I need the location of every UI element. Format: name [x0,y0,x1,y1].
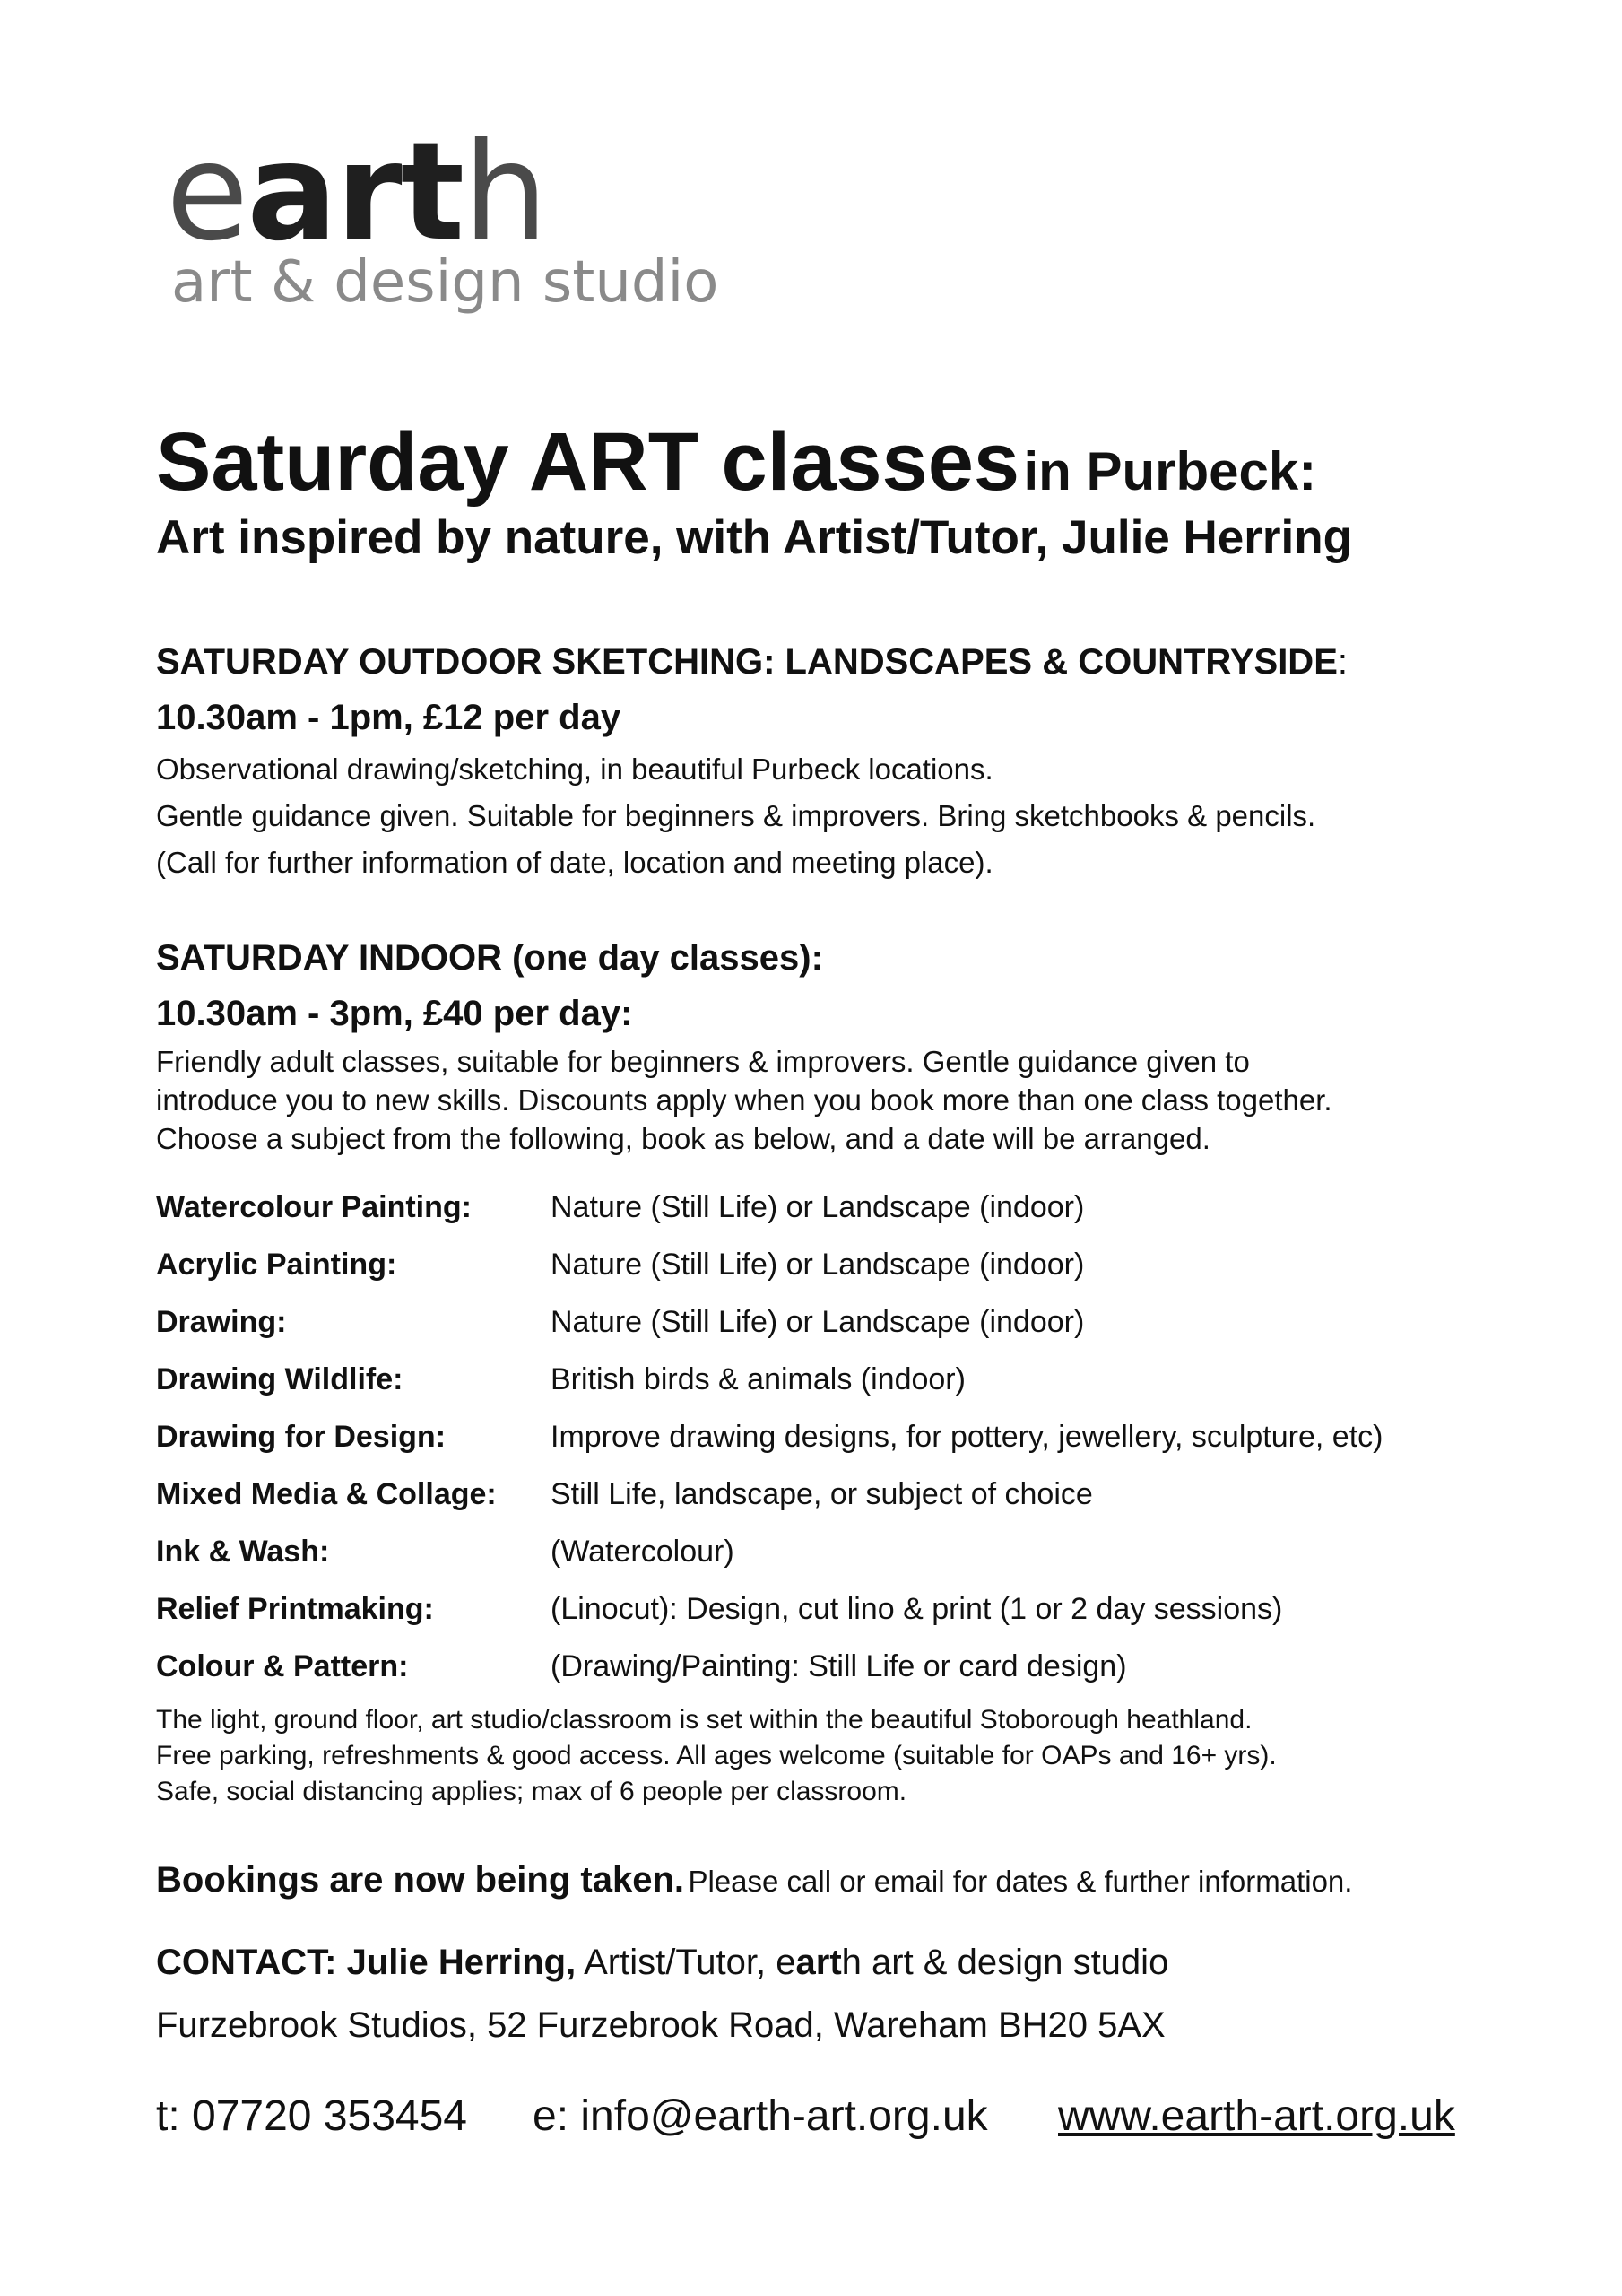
class-name: Acrylic Painting: [156,1248,397,1282]
class-name: Drawing: [156,1305,287,1339]
website-link[interactable]: www.earth-art.org.uk [1058,2092,1455,2140]
contact-address: Furzebrook Studios, 52 Furzebrook Road, Wareham BH20 5AX [156,2005,1166,2045]
class-name: Colour & Pattern: [156,1649,409,1683]
indoor-line: Choose a subject from the following, book as below, and a date will be arranged. [156,1122,1210,1155]
indoor-line: introduce you to new skills. Discounts apply when you book more than one class together. [156,1083,1332,1117]
footer-contacts [156,2081,1501,2152]
earth-logo [166,115,719,332]
venue-description [156,1702,1277,1810]
page-subtitle: Art inspired by nature, with Artist/Tutor, Julie Herring [156,511,1352,564]
outdoor-title-colon: : [1337,642,1348,682]
class-row [156,1293,1501,1351]
class-description: Still Life, landscape, or subject of choice [551,1477,1093,1511]
contact-role: Artist/Tutor, [584,1943,767,1982]
class-name: Mixed Media & Collage: [156,1477,497,1511]
outdoor-line: (Call for further information of date, location and meeting place). [156,846,993,879]
class-row [156,1523,1501,1580]
class-row [156,1178,1501,1236]
contact-label: CONTACT: [156,1943,337,1982]
class-name: Watercolour Painting: [156,1190,472,1224]
email-address[interactable]: e: info@earth-art.org.uk [533,2092,988,2140]
class-description: British birds & animals (indoor) [551,1362,966,1396]
logo-word-mid: art [247,115,464,271]
contact-studio-post: h art & design studio [841,1943,1169,1982]
class-description: Nature (Still Life) or Landscape (indoor) [551,1305,1085,1339]
headline-suffix: in Purbeck: [1023,441,1317,501]
class-name: Drawing for Design: [156,1420,447,1454]
venue-line: Free parking, refreshments & good access. All ages welcome (suitable for OAPs and 16+ yrs). [156,1741,1277,1770]
indoor-line: Friendly adult classes, suitable for beginners & improvers. Gentle guidance given to [156,1045,1250,1078]
logo-subtitle: art & design studio [171,249,719,316]
class-description: Improve drawing designs, for pottery, jewellery, sculpture, etc) [551,1420,1383,1454]
logo-word-post: h [463,115,547,271]
outdoor-section-title [156,637,1348,687]
outdoor-line: Observational drawing/sketching, in beautiful Purbeck locations. [156,752,993,786]
class-name: Ink & Wash: [156,1535,330,1569]
class-row [156,1638,1501,1695]
class-row [156,1351,1501,1408]
contact-name: Julie Herring, [346,1943,577,1982]
class-row [156,1236,1501,1293]
venue-line: Safe, social distancing applies; max of 6 people per classroom. [156,1777,907,1806]
class-description: (Drawing/Painting: Still Life or card design) [551,1649,1127,1683]
booking-notice [156,1855,1352,1913]
phone-number[interactable]: t: 07720 353454 [156,2092,467,2140]
class-row [156,1465,1501,1523]
logo-wordmark [166,115,547,271]
venue-line: The light, ground floor, art studio/classroom is set within the beautiful Stoborough heathland. [156,1705,1253,1735]
class-description: (Linocut): Design, cut lino & print (1 or 2 day sessions) [551,1592,1283,1626]
contact-studio-pre: e [776,1943,796,1982]
booking-headline: Bookings are now being taken. [156,1860,684,1900]
class-description: (Watercolour) [551,1535,734,1569]
outdoor-time-price: 10.30am - 1pm, £12 per day [156,698,621,737]
outdoor-description [156,746,1315,886]
indoor-description [156,1042,1332,1158]
class-row [156,1580,1501,1638]
class-description: Nature (Still Life) or Landscape (indoor) [551,1190,1085,1224]
class-row [156,1408,1501,1465]
indoor-section-title: SATURDAY INDOOR (one day classes): [156,938,823,978]
booking-detail: Please call or email for dates & further information. [688,1865,1353,1898]
class-name: Drawing Wildlife: [156,1362,403,1396]
logo-word-pre: e [166,115,247,271]
contact-line [156,1935,1168,1989]
outdoor-title-text: SATURDAY OUTDOOR SKETCHING: LANDSCAPES & COUNTRYSIDE [156,642,1338,682]
class-name: Relief Printmaking: [156,1592,434,1626]
contact-studio-mid: art [795,1943,842,1982]
outdoor-line: Gentle guidance given. Suitable for beginners & improvers. Bring sketchbooks & pencils. [156,799,1316,832]
indoor-time-price: 10.30am - 3pm, £40 per day: [156,994,633,1033]
class-list [156,1178,1501,1695]
headline-main: Saturday ART classes [156,416,1020,508]
class-description: Nature (Still Life) or Landscape (indoor) [551,1248,1085,1282]
